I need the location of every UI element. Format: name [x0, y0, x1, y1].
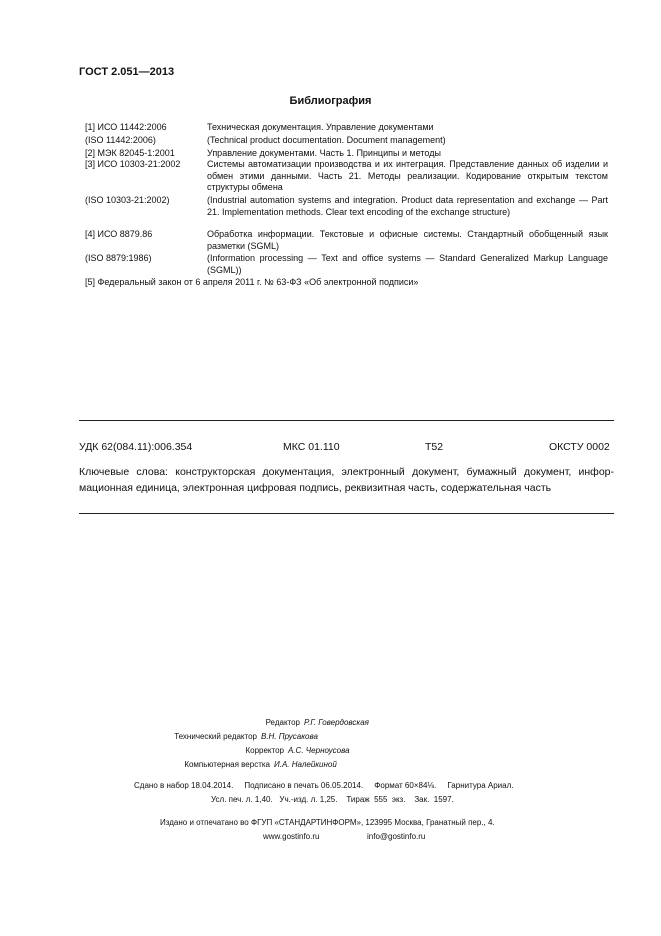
standard-number: ГОСТ 2.051—2013 — [79, 66, 175, 78]
mks-code: МКС 01.110 — [283, 441, 340, 453]
bib-text: Обработка информации. Текстовые и офисные системы. Стандартный обобщенный язык разметки (SGML) — [207, 229, 608, 251]
layout-label: Компьютерная верстка — [184, 760, 270, 769]
print-details-1: Сдано в набор 18.04.2014. Подписано в печать 06.05.2014. Формат 60×84⅛. Гарнитура Ариал. — [134, 781, 514, 790]
bib-ref: [5] Федеральный закон от 6 апреля 2011 г. № 63-ФЗ «Об электронной подписи» — [85, 277, 419, 287]
keywords: Ключевые слова: конструкторская документация, электронный документ, бумажный документ, информационная единица, электронная цифровая подпись, реквизитная часть, содержательная часть — [79, 466, 614, 494]
bib-text: Управление документами. Часть 1. Принципы и методы — [207, 148, 441, 158]
bib-text: (Industrial automation systems and integration. Product data representation and exchange — Part 21. Implementation methods. Clear text encoding of the exchange structure) — [207, 195, 608, 217]
bib-ref: [1] ИСО 11442:2006 — [85, 122, 167, 132]
corrector-name: А.С. Черноусова — [288, 746, 350, 755]
okstu-code: ОКСТУ 0002 — [549, 441, 610, 453]
editor-label: Редактор — [265, 718, 300, 727]
bib-ref: (ISO 11442:2006) — [85, 135, 156, 145]
bib-ref: (ISO 10303-21:2002) — [85, 195, 170, 205]
layout-name: И.А. Налейкиной — [274, 760, 337, 769]
email-link[interactable]: info@gostinfo.ru — [367, 832, 426, 841]
bib-text: Системы автоматизации производства и их интеграция. Представление данных об изделии и обмен этими данными. Часть 21. Методы реализации. Кодирование открытым текстом структуры обмена — [207, 159, 608, 192]
bib-entry — [85, 277, 615, 289]
bib-ref: (ISO 8879:1986) — [85, 253, 152, 263]
tech-editor-name: В.Н. Прусакова — [261, 732, 318, 741]
print-details-2: Усл. печ. л. 1,40. Уч.-изд. л. 1,25. Тираж 555 экз. Зак. 1597. — [211, 795, 454, 804]
udk-code: УДК 62(084.11):006.354 — [79, 441, 193, 453]
website-link[interactable]: www.gostinfo.ru — [263, 832, 320, 841]
divider-top — [79, 420, 614, 421]
tech-editor-label: Технический редактор — [174, 732, 257, 741]
bibliography-title: Библиография — [289, 95, 372, 107]
bib-text: (Technical product documentation. Document management) — [207, 135, 446, 145]
bib-ref: [3] ИСО 10303-21:2002 — [85, 159, 181, 169]
bib-ref: [4] ИСО 8879.86 — [85, 229, 153, 239]
editor-name: Р.Г. Говердовская — [304, 718, 369, 727]
divider-bottom — [79, 513, 614, 514]
corrector-label: Корректор — [245, 746, 284, 755]
publisher: Издано и отпечатано во ФГУП «СТАНДАРТИНФОРМ», 123995 Москва, Гранатный пер., 4. — [160, 818, 495, 827]
bib-text: Техническая документация. Управление документами — [207, 122, 434, 132]
bib-ref: [2] МЭК 82045-1:2001 — [85, 148, 175, 158]
bib-text: (Information processing — Text and office systems — Standard Generalized Markup Language (SGML)) — [207, 253, 608, 275]
t-code: Т52 — [425, 441, 444, 453]
